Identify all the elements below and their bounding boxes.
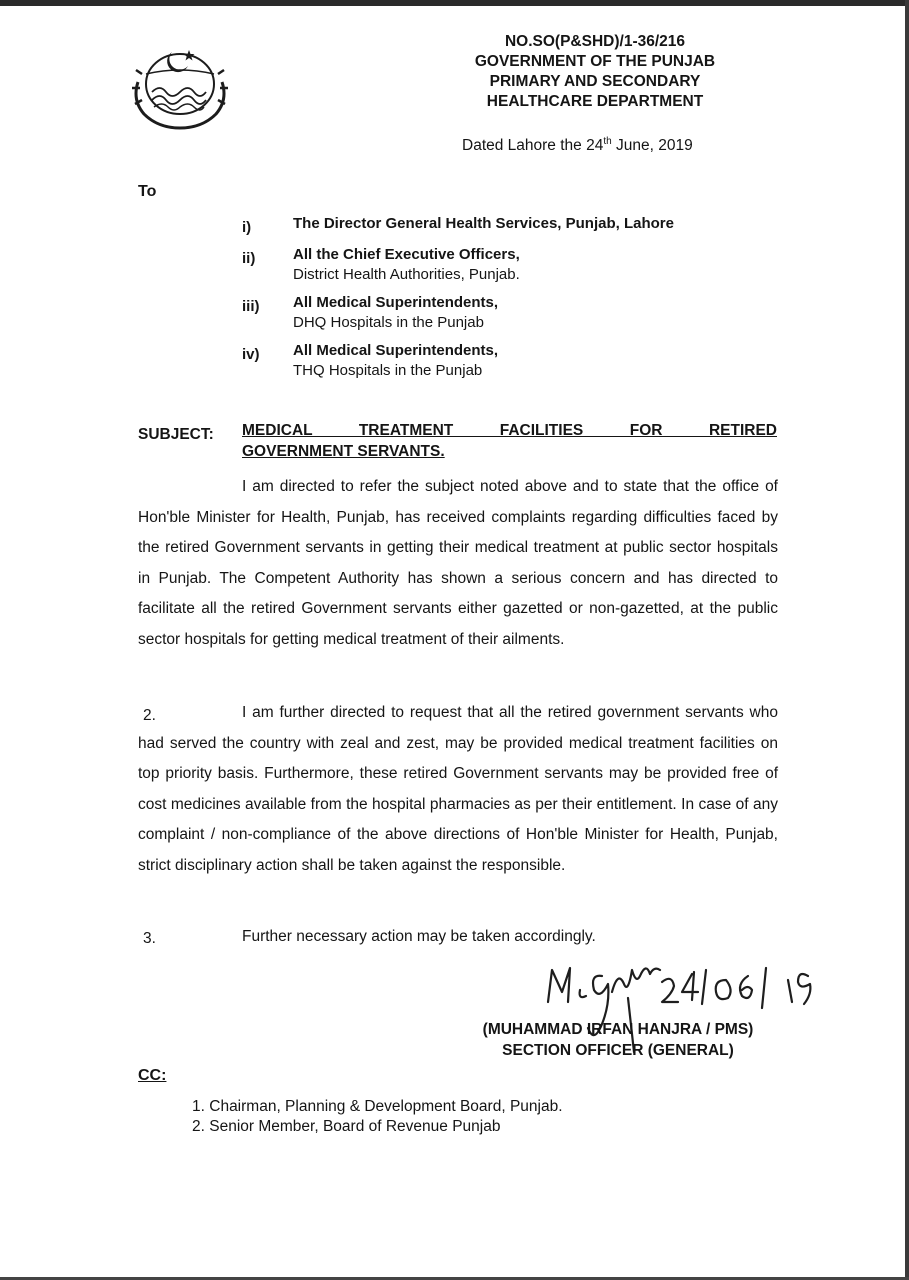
paragraph-text: Further necessary action may be taken accordingly.: [242, 928, 596, 945]
cc-list-item: [192, 1098, 563, 1116]
letterhead: [440, 32, 750, 112]
signatory-block: [438, 1019, 798, 1061]
government-name: GOVERNMENT OF THE PUNJAB: [474, 53, 716, 70]
reference-number: NO.SO(P&SHD)/1-36/216: [504, 33, 686, 50]
scan-border-top: [0, 0, 909, 6]
scan-border-right: [905, 0, 909, 1280]
recipient-number: iii): [242, 298, 260, 315]
signatory-name: (MUHAMMAD IRFAN HANJRA / PMS): [482, 1021, 754, 1038]
date-superscript: th: [603, 136, 612, 147]
recipient-number: i): [242, 219, 252, 236]
recipient-title: The Director General Health Services, Punjab, Lahore: [293, 215, 674, 232]
cc-item-number: 2.: [192, 1118, 205, 1135]
recipient-title: All the Chief Executive Officers,: [293, 246, 520, 263]
subject-label: SUBJECT:: [138, 426, 214, 443]
recipient-number: ii): [242, 250, 256, 267]
cc-label: CC:: [138, 1067, 167, 1084]
department-name-line2: HEALTHCARE DEPARTMENT: [486, 93, 704, 110]
signatory-designation: SECTION OFFICER (GENERAL): [502, 1042, 734, 1059]
to-label: To: [138, 183, 157, 200]
paragraph-2: [138, 698, 778, 881]
date-suffix: June, 2019: [611, 137, 693, 155]
recipient-subtitle: DHQ Hospitals in the Punjab: [293, 314, 484, 331]
paragraph-text: I am directed to refer the subject noted above and to state that the office of Hon'ble Minister for Health, Punjab, has received complaints regarding difficulties faced by the retired Government servants in getting their medical treatment at public sector hospitals in Punjab. The Competent Authority has shown a serious concern and has directed to facilitate all the retired Government servants either gazetted or non-gazetted, at the public sector hospitals for getting medical treatment of their ailments.: [138, 478, 778, 648]
paragraph-3: [138, 922, 778, 953]
letter-date: [462, 136, 693, 155]
paragraph-text: I am further directed to request that all the retired government servants who had served the country with zeal and zest, may be provided medical treatment facilities on top priority basis. Furthermore, these retired Government servants may be provided free of cost medicines available from the hospital pharmacies as per their entitlement. In case of any complaint / non-compliance of the above directions of Hon'ble Minister for Health, Punjab, strict disciplinary action shall be taken against the responsible.: [138, 704, 778, 874]
date-prefix: Dated Lahore the 24: [462, 137, 604, 155]
recipient-number: iv): [242, 346, 260, 363]
cc-list-item: [192, 1118, 500, 1136]
recipient-title: All Medical Superintendents,: [293, 294, 499, 311]
cc-item-text: Senior Member, Board of Revenue Punjab: [209, 1118, 501, 1135]
paragraph-number: 2.: [143, 707, 156, 724]
subject-line-2: GOVERNMENT SERVANTS.: [242, 443, 445, 460]
paragraph-1: [138, 472, 778, 655]
punjab-emblem-logo: [128, 44, 232, 130]
cc-item-text: Chairman, Planning & Development Board, Punjab.: [209, 1098, 563, 1115]
cc-item-number: 1.: [192, 1098, 205, 1115]
subject-line-1: MEDICAL TREATMENT FACILITIES FOR RETIRED: [242, 422, 777, 439]
department-name-line1: PRIMARY AND SECONDARY: [489, 73, 701, 90]
recipient-title: All Medical Superintendents,: [293, 342, 499, 359]
recipient-subtitle: District Health Authorities, Punjab.: [293, 266, 520, 283]
recipient-subtitle: THQ Hospitals in the Punjab: [293, 362, 483, 379]
paragraph-number: 3.: [143, 930, 156, 947]
